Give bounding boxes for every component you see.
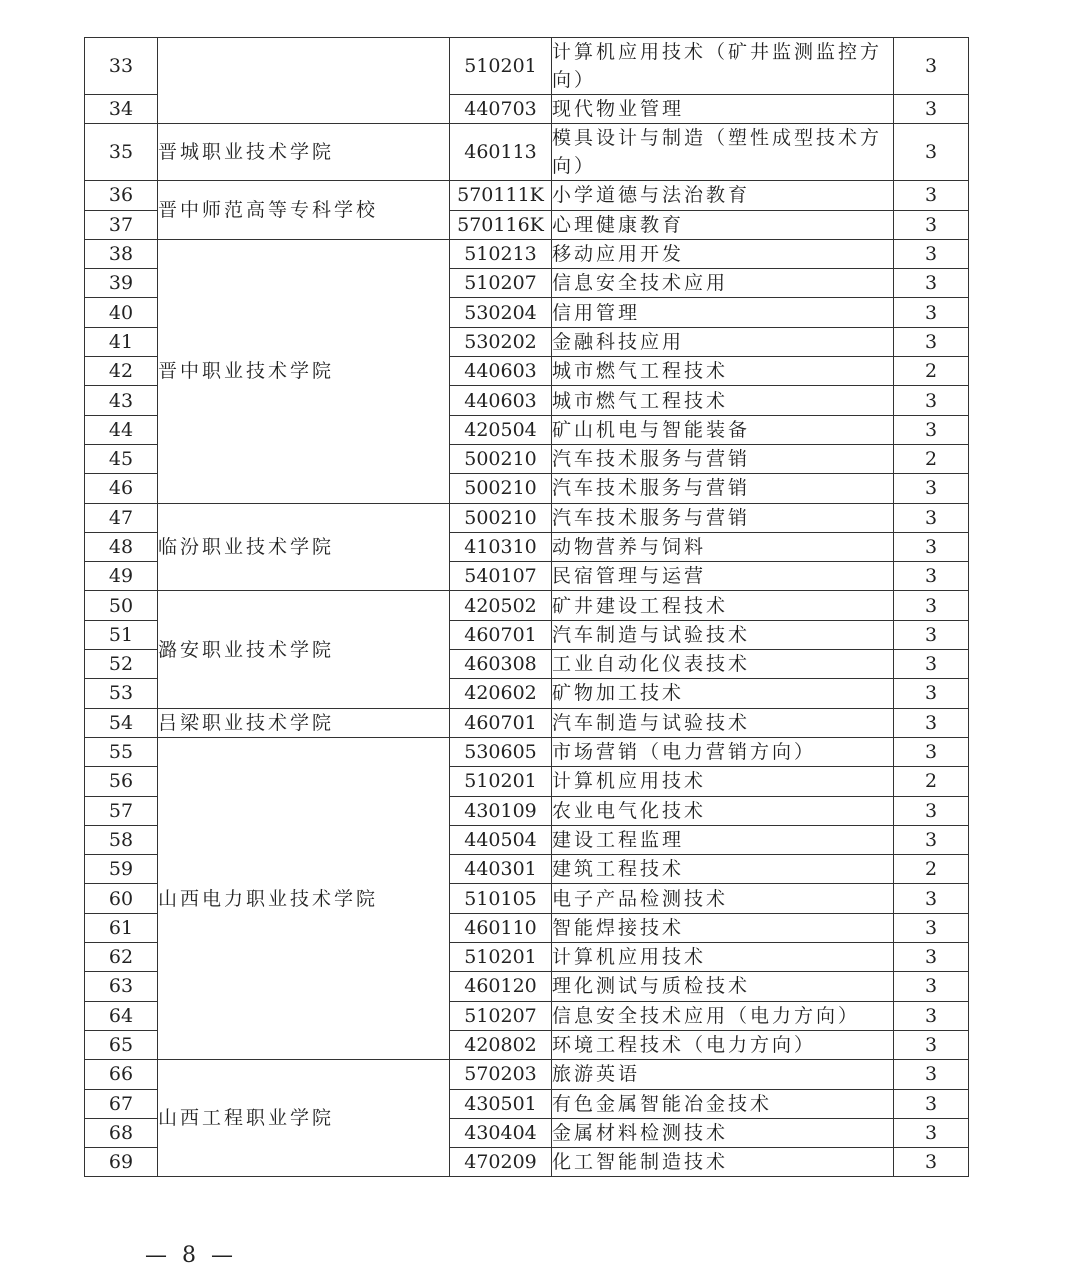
row-number: 68: [85, 1118, 158, 1147]
major-name: 信用管理: [552, 298, 894, 327]
years: 3: [894, 737, 969, 766]
major-name: 汽车制造与试验技术: [552, 708, 894, 737]
years: 3: [894, 124, 969, 181]
school-name: 晋中职业技术学院: [158, 239, 450, 503]
major-code: 530605: [450, 737, 552, 766]
major-code: 460120: [450, 972, 552, 1001]
row-number: 67: [85, 1089, 158, 1118]
years: 3: [894, 269, 969, 298]
major-name: 化工智能制造技术: [552, 1148, 894, 1177]
major-code: 430501: [450, 1089, 552, 1118]
major-name: 信息安全技术应用: [552, 269, 894, 298]
row-number: 38: [85, 239, 158, 268]
major-code: 460701: [450, 620, 552, 649]
row-number: 46: [85, 474, 158, 503]
major-code: 460113: [450, 124, 552, 181]
major-name: 工业自动化仪表技术: [552, 650, 894, 679]
row-number: 60: [85, 884, 158, 913]
major-name: 汽车制造与试验技术: [552, 620, 894, 649]
major-code: 540107: [450, 562, 552, 591]
major-name: 城市燃气工程技术: [552, 357, 894, 386]
major-code: 440603: [450, 357, 552, 386]
major-name: 金属材料检测技术: [552, 1118, 894, 1147]
school-name: 晋中师范高等专科学校: [158, 181, 450, 240]
years: 3: [894, 943, 969, 972]
years: 3: [894, 415, 969, 444]
major-name: 矿井建设工程技术: [552, 591, 894, 620]
years: 3: [894, 825, 969, 854]
years: 3: [894, 972, 969, 1001]
major-code: 420802: [450, 1030, 552, 1059]
years: 3: [894, 95, 969, 124]
major-code: 460110: [450, 913, 552, 942]
major-code: 500210: [450, 503, 552, 532]
row-number: 34: [85, 95, 158, 124]
program-table: [84, 37, 969, 1177]
major-name: 旅游英语: [552, 1060, 894, 1089]
major-name: 金融科技应用: [552, 327, 894, 356]
row-number: 65: [85, 1030, 158, 1059]
major-code: 430109: [450, 796, 552, 825]
years: 3: [894, 1030, 969, 1059]
years: 3: [894, 503, 969, 532]
major-code: 510207: [450, 269, 552, 298]
major-name: 城市燃气工程技术: [552, 386, 894, 415]
school-name: 临汾职业技术学院: [158, 503, 450, 591]
major-name: 理化测试与质检技术: [552, 972, 894, 1001]
years: 3: [894, 620, 969, 649]
years: 3: [894, 1001, 969, 1030]
major-name: 农业电气化技术: [552, 796, 894, 825]
row-number: 45: [85, 444, 158, 473]
table-row: [85, 708, 969, 737]
row-number: 59: [85, 855, 158, 884]
table-row: [85, 181, 969, 210]
row-number: 33: [85, 38, 158, 95]
table-row: [85, 591, 969, 620]
years: 3: [894, 1148, 969, 1177]
row-number: 42: [85, 357, 158, 386]
school-name: 山西电力职业技术学院: [158, 737, 450, 1059]
table-row: [85, 239, 969, 268]
major-name: 计算机应用技术（矿井监测监控方向）: [552, 38, 894, 95]
years: 3: [894, 474, 969, 503]
major-code: 530204: [450, 298, 552, 327]
row-number: 66: [85, 1060, 158, 1089]
major-name: 移动应用开发: [552, 239, 894, 268]
years: 2: [894, 444, 969, 473]
major-name: 汽车技术服务与营销: [552, 503, 894, 532]
row-number: 52: [85, 650, 158, 679]
row-number: 51: [85, 620, 158, 649]
table-row: [85, 124, 969, 181]
major-name: 模具设计与制造（塑性成型技术方向）: [552, 124, 894, 181]
major-code: 470209: [450, 1148, 552, 1177]
years: 3: [894, 679, 969, 708]
row-number: 54: [85, 708, 158, 737]
years: 3: [894, 708, 969, 737]
years: 3: [894, 650, 969, 679]
school-name: 吕梁职业技术学院: [158, 708, 450, 737]
years: 3: [894, 796, 969, 825]
major-code: 440703: [450, 95, 552, 124]
major-code: 530202: [450, 327, 552, 356]
table-row: [85, 1060, 969, 1089]
major-code: 420602: [450, 679, 552, 708]
school-name: 山西工程职业学院: [158, 1060, 450, 1177]
row-number: 56: [85, 767, 158, 796]
school-name: 潞安职业技术学院: [158, 591, 450, 708]
major-code: 460701: [450, 708, 552, 737]
major-code: 510105: [450, 884, 552, 913]
row-number: 44: [85, 415, 158, 444]
years: 2: [894, 767, 969, 796]
major-code: 420504: [450, 415, 552, 444]
major-code: 510213: [450, 239, 552, 268]
row-number: 41: [85, 327, 158, 356]
row-number: 48: [85, 532, 158, 561]
major-name: 汽车技术服务与营销: [552, 444, 894, 473]
major-code: 510201: [450, 767, 552, 796]
row-number: 61: [85, 913, 158, 942]
years: 2: [894, 357, 969, 386]
years: 3: [894, 298, 969, 327]
row-number: 37: [85, 210, 158, 239]
years: 3: [894, 1060, 969, 1089]
years: 3: [894, 884, 969, 913]
years: 3: [894, 181, 969, 210]
years: 2: [894, 855, 969, 884]
major-code: 500210: [450, 474, 552, 503]
row-number: 47: [85, 503, 158, 532]
row-number: 35: [85, 124, 158, 181]
major-name: 心理健康教育: [552, 210, 894, 239]
row-number: 49: [85, 562, 158, 591]
major-name: 建设工程监理: [552, 825, 894, 854]
row-number: 43: [85, 386, 158, 415]
major-code: 440504: [450, 825, 552, 854]
years: 3: [894, 532, 969, 561]
row-number: 53: [85, 679, 158, 708]
major-code: 510201: [450, 38, 552, 95]
row-number: 50: [85, 591, 158, 620]
row-number: 62: [85, 943, 158, 972]
major-name: 智能焊接技术: [552, 913, 894, 942]
major-code: 510201: [450, 943, 552, 972]
row-number: 36: [85, 181, 158, 210]
years: 3: [894, 327, 969, 356]
major-name: 建筑工程技术: [552, 855, 894, 884]
years: 3: [894, 913, 969, 942]
major-name: 信息安全技术应用（电力方向）: [552, 1001, 894, 1030]
major-name: 矿山机电与智能装备: [552, 415, 894, 444]
school-name: [158, 38, 450, 124]
major-code: 500210: [450, 444, 552, 473]
row-number: 64: [85, 1001, 158, 1030]
table-row: [85, 737, 969, 766]
school-name: 晋城职业技术学院: [158, 124, 450, 181]
years: 3: [894, 1118, 969, 1147]
major-name: 电子产品检测技术: [552, 884, 894, 913]
years: 3: [894, 591, 969, 620]
major-code: 460308: [450, 650, 552, 679]
major-code: 570111K: [450, 181, 552, 210]
major-name: 汽车技术服务与营销: [552, 474, 894, 503]
major-name: 计算机应用技术: [552, 767, 894, 796]
years: 3: [894, 210, 969, 239]
row-number: 39: [85, 269, 158, 298]
major-name: 计算机应用技术: [552, 943, 894, 972]
row-number: 40: [85, 298, 158, 327]
major-name: 动物营养与饲料: [552, 532, 894, 561]
major-code: 440301: [450, 855, 552, 884]
major-name: 民宿管理与运营: [552, 562, 894, 591]
table-row: [85, 38, 969, 95]
major-code: 570116K: [450, 210, 552, 239]
major-name: 矿物加工技术: [552, 679, 894, 708]
row-number: 63: [85, 972, 158, 1001]
major-name: 现代物业管理: [552, 95, 894, 124]
years: 3: [894, 562, 969, 591]
major-code: 510207: [450, 1001, 552, 1030]
major-code: 440603: [450, 386, 552, 415]
table-row: [85, 503, 969, 532]
major-name: 有色金属智能冶金技术: [552, 1089, 894, 1118]
major-name: 小学道德与法治教育: [552, 181, 894, 210]
page-number: — 8 —: [145, 1243, 237, 1268]
row-number: 55: [85, 737, 158, 766]
years: 3: [894, 38, 969, 95]
row-number: 69: [85, 1148, 158, 1177]
years: 3: [894, 386, 969, 415]
major-code: 570203: [450, 1060, 552, 1089]
major-code: 420502: [450, 591, 552, 620]
major-code: 430404: [450, 1118, 552, 1147]
row-number: 58: [85, 825, 158, 854]
years: 3: [894, 239, 969, 268]
major-code: 410310: [450, 532, 552, 561]
major-name: 市场营销（电力营销方向）: [552, 737, 894, 766]
years: 3: [894, 1089, 969, 1118]
major-name: 环境工程技术（电力方向）: [552, 1030, 894, 1059]
row-number: 57: [85, 796, 158, 825]
